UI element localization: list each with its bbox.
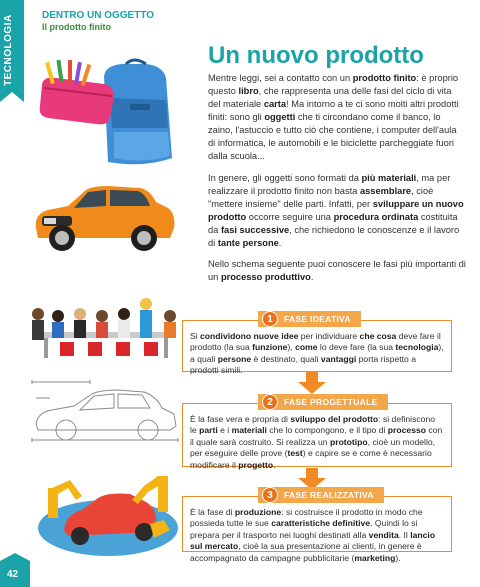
- robot-arms-car-icon: [38, 476, 178, 556]
- page-number: 42: [7, 569, 19, 580]
- car-blueprint-icon: [32, 380, 178, 442]
- phase-2-box: È la fase vera e propria di sviluppo del prodotto: si definiscono le parti e i materiali che lo compongono, e il tipo di processo con il quale sarà costruito. Si realizza un prototipo, cioè un modello, per eseguire delle prove (test) e capire se e come è necessario modificare il progetto.: [182, 403, 452, 467]
- phase-1-title: FASE IDEATIVA: [258, 311, 361, 327]
- intro-paragraph-2: In genere, gli oggetti sono formati da più materiali, ma per realizzare il prodotto finito non basta assemblare, cioè "mettere insieme" delle parti. Infatti, per sviluppare un nuovo prodotto occorre seguire una procedura ordinata costituita da fasi successive, che richiedono le conoscenze e il lavoro di tante persone.: [208, 173, 464, 248]
- page-title: Un nuovo prodotto: [208, 42, 424, 69]
- factory-illustration: [34, 466, 180, 558]
- intro-paragraph-1: Mentre leggi, sei a contatto con un prodotto finito: è proprio questo libro, che rappresenta una delle fasi del ciclo di vita del materiale carta! Ma intorno a te ci sono molti altri prodotti finiti: sono gli oggetti che ti circondano come il banco, lo zaino, l'astuccio e tutto ciò che contiene, i computer dell'aula di informatica, le automobili e le biciclette parcheggiate fuori dalla scuola...: [208, 73, 459, 161]
- phase-3-number: 3: [262, 487, 278, 503]
- subject-tab-label: TECNOLOGIA: [3, 14, 14, 86]
- meeting-illustration: [24, 296, 186, 362]
- page-number-tab: [0, 561, 30, 587]
- pencil-case-icon: [40, 60, 114, 125]
- pencilcase-backpack-illustration: [34, 58, 184, 170]
- phase-3-title: FASE REALIZZATIVA: [258, 487, 384, 503]
- car-illustration: [28, 176, 178, 256]
- intro-paragraph-3: Nello schema seguente puoi conoscere le fasi più importanti di un processo produttivo.: [208, 259, 466, 282]
- phase-1-number: 1: [262, 311, 278, 327]
- technical-drawing-illustration: [30, 378, 180, 450]
- phase-2-title: FASE PROGETTUALE: [258, 394, 388, 410]
- section-title: DENTRO UN OGGETTO: [42, 10, 155, 21]
- people-meeting-icon: [32, 298, 176, 358]
- car-icon: [36, 186, 175, 251]
- section-subtitle: Il prodotto finito: [42, 22, 111, 32]
- subject-tab: [0, 0, 24, 92]
- phase-3-box: È la fase di produzione: si costruisce il prodotto in modo che possieda tutte le sue caratteristiche definitive. Quindi lo si prepara per il trasporto nei luoghi destinati alla vendita. Il lancio sul mercato, cioè la sua presentazione ai clienti, in genere è accompagnato da campagne pubblicitarie (marketing).: [182, 496, 452, 552]
- down-arrow-icon: [298, 372, 326, 394]
- phase-1-box: Si condividono nuove idee per individuare che cosa deve fare il prodotto (la sua funzione), come lo deve fare (la sua tecnologia), a quali persone è destinato, quali vantaggi porta rispetto a prodotti simili.: [182, 320, 452, 372]
- phase-2-number: 2: [262, 394, 278, 410]
- backpack-icon: [104, 60, 172, 164]
